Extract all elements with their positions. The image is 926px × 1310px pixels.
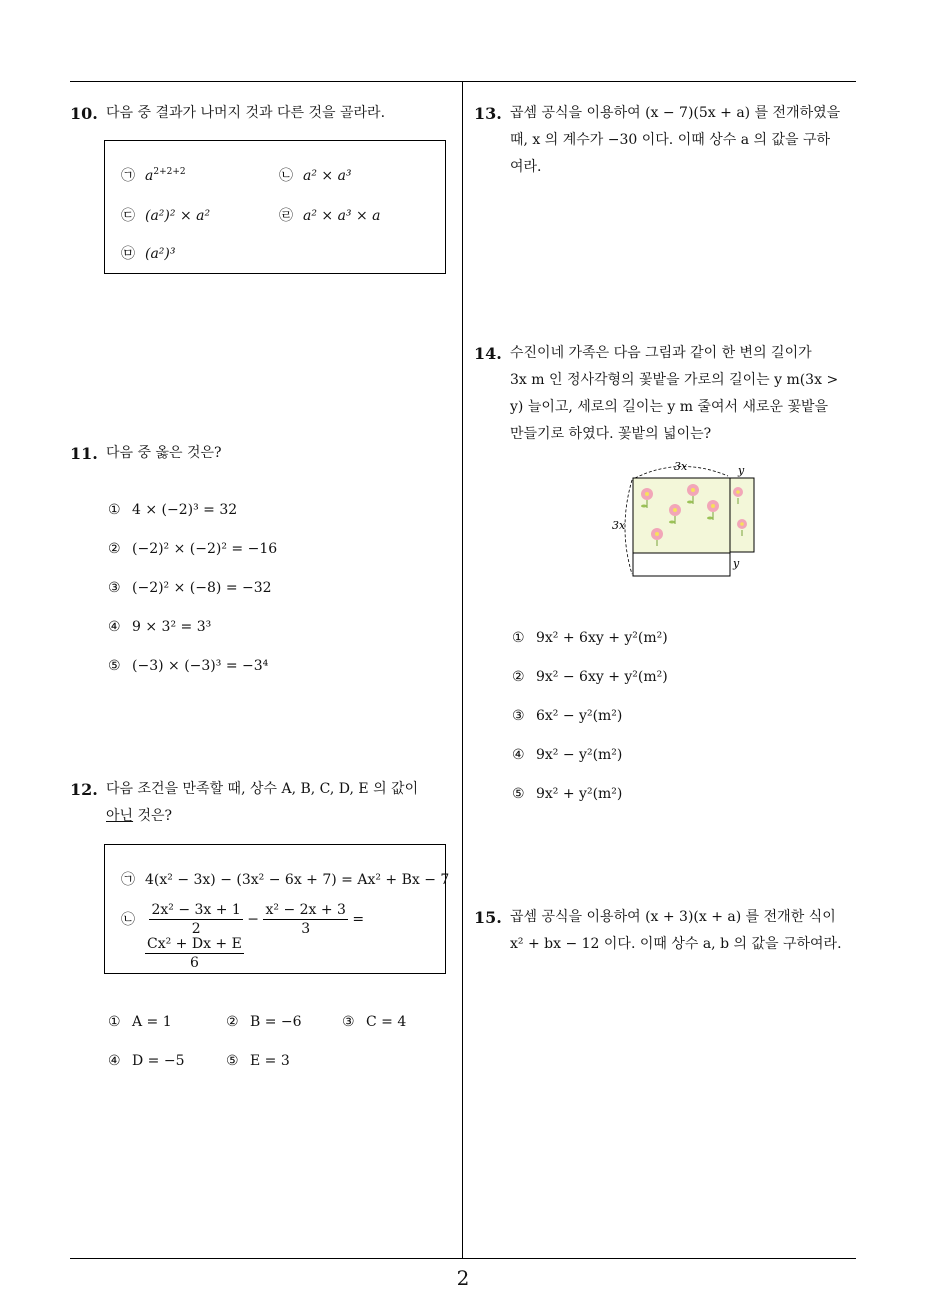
removed-strip	[633, 553, 730, 576]
option-2[interactable]: ② B = −6	[226, 1014, 302, 1030]
column-divider	[462, 82, 463, 1258]
question-11	[70, 440, 455, 467]
bottom-rule	[70, 1258, 856, 1259]
question-15	[474, 904, 864, 958]
condition-2-rhs	[145, 935, 244, 972]
option-3[interactable]: ③ C = 4	[342, 1014, 407, 1030]
top-rule	[70, 81, 856, 82]
question-text: 수진이네 가족은 다음 그림과 같이 한 변의 길이가 3x m 인 정사각형의 꽃밭을 가로의 길이는 y m(3x > y) 늘이고, 세로의 길이는 y m 줄여서 새로운 꽃밭을 만들기로 하였다. 꽃밭의 넓이는?	[510, 345, 839, 442]
question-number: 11.	[70, 444, 98, 463]
page-number: 2	[456, 1266, 470, 1290]
option-3[interactable]: ③ (−2)² × (−8) = −32	[108, 580, 272, 596]
label-left: 3x	[612, 519, 626, 532]
option-4[interactable]: ④ 9x² − y²(m²)	[512, 747, 623, 763]
option-5[interactable]: ⑤ E = 3	[226, 1053, 290, 1069]
option-1[interactable]: ① 9x² + 6xy + y²(m²)	[512, 630, 668, 646]
box-item: ㉤ (a²)³	[121, 246, 176, 262]
box-item: ㉣ a² × a³ × a	[279, 208, 381, 224]
label-bottom-right: y	[733, 557, 740, 570]
underlined-word: 아닌	[106, 808, 134, 824]
label-top-right: y	[738, 464, 745, 477]
question-14	[474, 340, 864, 448]
option-2[interactable]: ② 9x² − 6xy + y²(m²)	[512, 669, 668, 685]
question-12	[70, 776, 460, 830]
garden-figure	[600, 456, 770, 586]
question-text: 다음 조건을 만족할 때, 상수 A, B, C, D, E 의 값이 아닌 것은?	[106, 781, 419, 824]
option-1[interactable]: ① A = 1	[108, 1014, 172, 1030]
option-5[interactable]: ⑤ (−3) × (−3)³ = −3⁴	[108, 658, 269, 674]
fraction: $\frac{\text{x² − 2x + 3}}{3}$	[265, 902, 346, 937]
question-number: 15.	[474, 908, 502, 927]
box-item: ㉠ $a^{2+2+2}$	[121, 167, 186, 184]
condition-1: ㉠ 4(x² − 3x) − (3x² − 6x + 7) = Ax² + Bx − 7	[121, 872, 450, 888]
question-10	[70, 100, 455, 127]
option-5[interactable]: ⑤ 9x² + y²(m²)	[512, 786, 623, 802]
choices-box	[104, 140, 446, 274]
option-1[interactable]: ① 4 × (−2)³ = 32	[108, 502, 238, 518]
left-dimension-arc	[625, 480, 632, 574]
question-number: 12.	[70, 780, 98, 799]
question-text: 곱셈 공식을 이용하여 (x + 3)(x + a) 를 전개한 식이 x² + bx − 12 이다. 이때 상수 a, b 의 값을 구하여라.	[510, 909, 842, 952]
option-2[interactable]: ② (−2)² × (−2)² = −16	[108, 541, 278, 557]
question-text: 다음 중 옳은 것은?	[106, 445, 222, 461]
question-text: 다음 중 결과가 나머지 것과 다른 것을 골라라.	[106, 105, 386, 121]
fraction: $\frac{\text{2x² − 3x + 1}}{2}$	[151, 902, 241, 937]
conditions-box	[104, 844, 450, 974]
box-item: ㉡ a² × a³	[279, 168, 352, 184]
question-number: 13.	[474, 104, 502, 123]
fraction: $\frac{\text{Cx² + Dx + E}}{6}$	[147, 936, 242, 971]
label-top: 3x	[674, 460, 688, 473]
question-number: 10.	[70, 104, 98, 123]
question-number: 14.	[474, 344, 502, 363]
question-13	[474, 100, 864, 181]
condition-2: ㉡ $\frac{\text{2x² − 3x + 1}}{2}$ − $\frac{\text{x² − 2x + 3}}{3}$ =	[121, 902, 365, 937]
option-4[interactable]: ④ D = −5	[108, 1053, 185, 1069]
option-4[interactable]: ④ 9 × 3² = 3³	[108, 619, 212, 635]
box-item: ㉢ (a²)² × a²	[121, 208, 211, 224]
option-3[interactable]: ③ 6x² − y²(m²)	[512, 708, 623, 724]
question-text: 곱셈 공식을 이용하여 (x − 7)(5x + a) 를 전개하였을 때, x 의 계수가 −30 이다. 이때 상수 a 의 값을 구하 여라.	[510, 105, 841, 175]
